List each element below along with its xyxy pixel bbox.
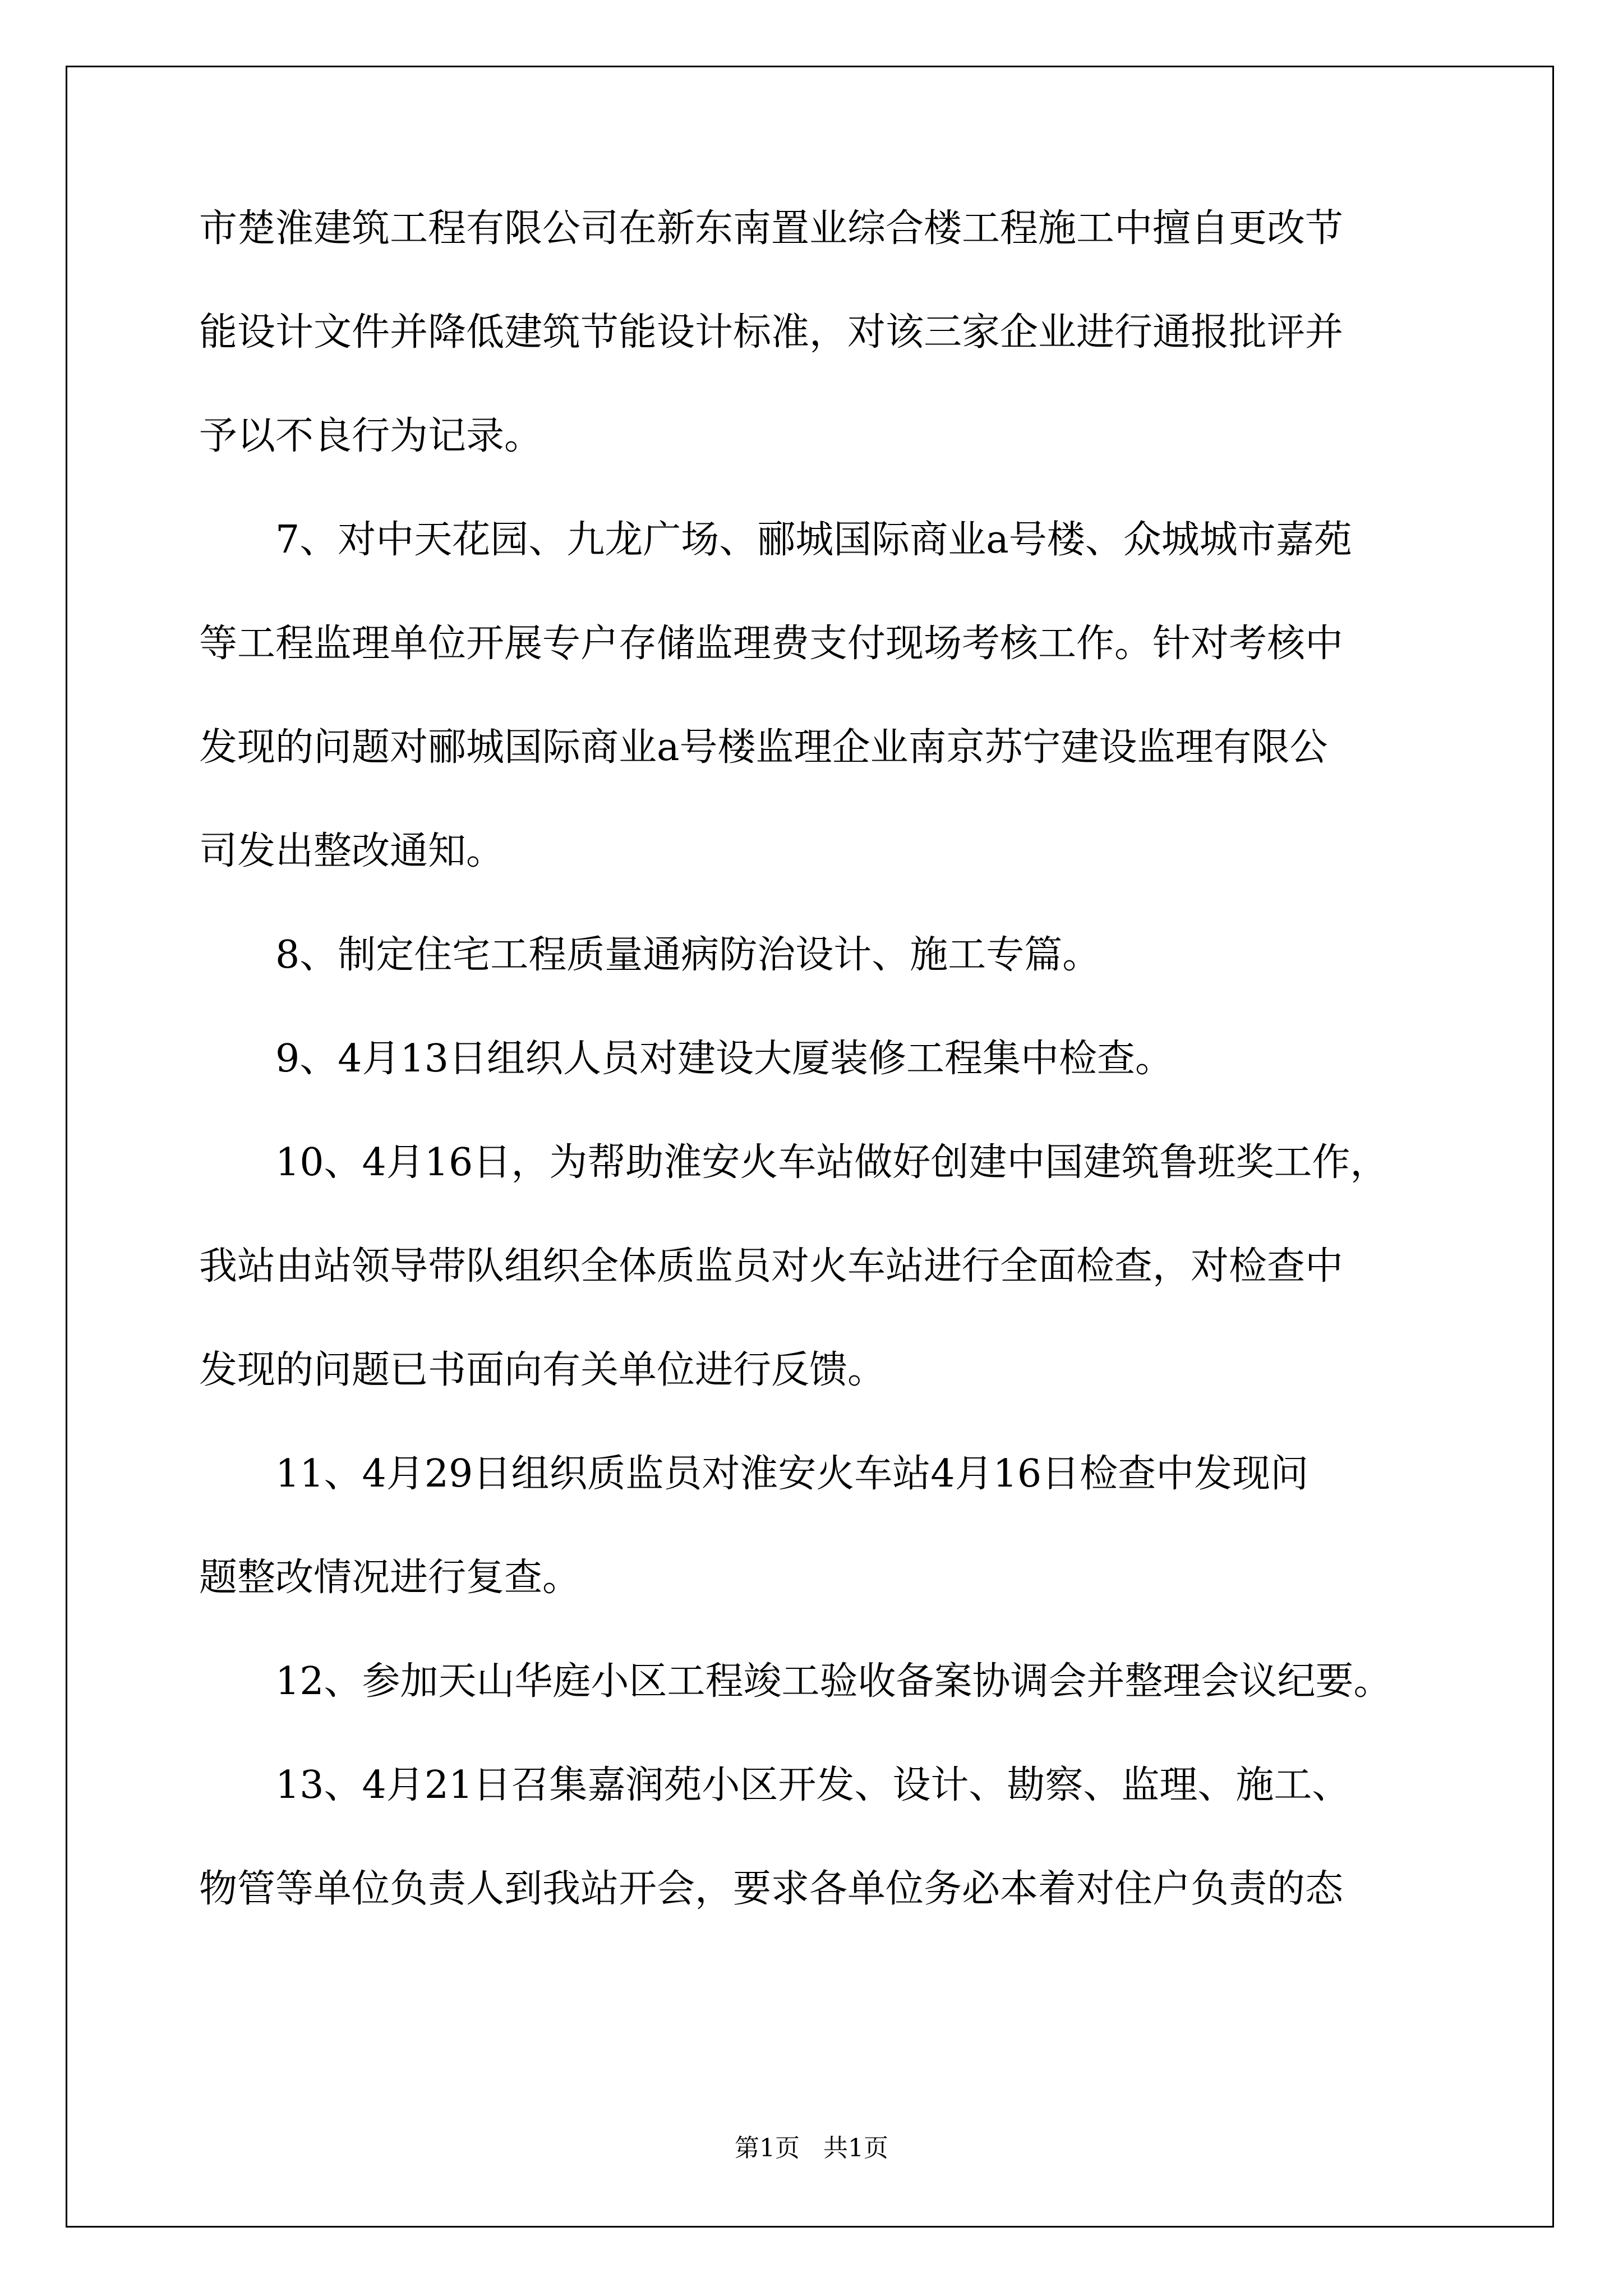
- text-line: 题整改情况进行复查。: [199, 1556, 581, 1600]
- text-line: 发现的问题已书面向有关单位进行反馈。: [199, 1348, 886, 1392]
- text-line: 司发出整改通知。: [199, 829, 505, 873]
- text-line: 能设计文件并降低建筑节能设计标准，对该三家企业进行通报批评并: [199, 310, 1344, 355]
- item-11-line: 11、4月29日组织质监员对淮安火车站4月16日检查中发现问: [275, 1452, 1309, 1496]
- text-line: 市楚淮建筑工程有限公司在新东南置业综合楼工程施工中擅自更改节: [199, 206, 1344, 251]
- item-7-line: 7、对中天花园、九龙广场、郦城国际商业a号楼、众城城市嘉苑: [275, 518, 1352, 562]
- item-12-line: 12、参加天山华庭小区工程竣工验收备案协调会并整理会议纪要。: [275, 1659, 1392, 1704]
- page-footer: 第1页 共1页: [735, 2134, 888, 2162]
- item-10-line: 10、4月16日，为帮助淮安火车站做好创建中国建筑鲁班奖工作，: [275, 1140, 1389, 1185]
- text-line: 等工程监理单位开展专户存储监理费支付现场考核工作。针对考核中: [199, 622, 1344, 666]
- item-9-line: 9、4月13日组织人员对建设大厦装修工程集中检查。: [275, 1037, 1174, 1081]
- item-8-line: 8、制定住宅工程质量通病防治设计、施工专篇。: [275, 933, 1101, 977]
- document-body: [199, 208, 1433, 1972]
- text-line: 物管等单位负责人到我站开会，要求各单位务必本着对住户负责的态: [199, 1867, 1344, 1911]
- text-line: 我站由站领导带队组织全体质监员对火车站进行全面检查，对检查中: [199, 1244, 1344, 1289]
- text-line: 予以不良行为记录。: [199, 414, 543, 458]
- text-line: 发现的问题对郦城国际商业a号楼监理企业南京苏宁建设监理有限公: [199, 725, 1328, 770]
- item-13-line: 13、4月21日召集嘉润苑小区开发、设计、勘察、监理、施工、: [275, 1763, 1350, 1807]
